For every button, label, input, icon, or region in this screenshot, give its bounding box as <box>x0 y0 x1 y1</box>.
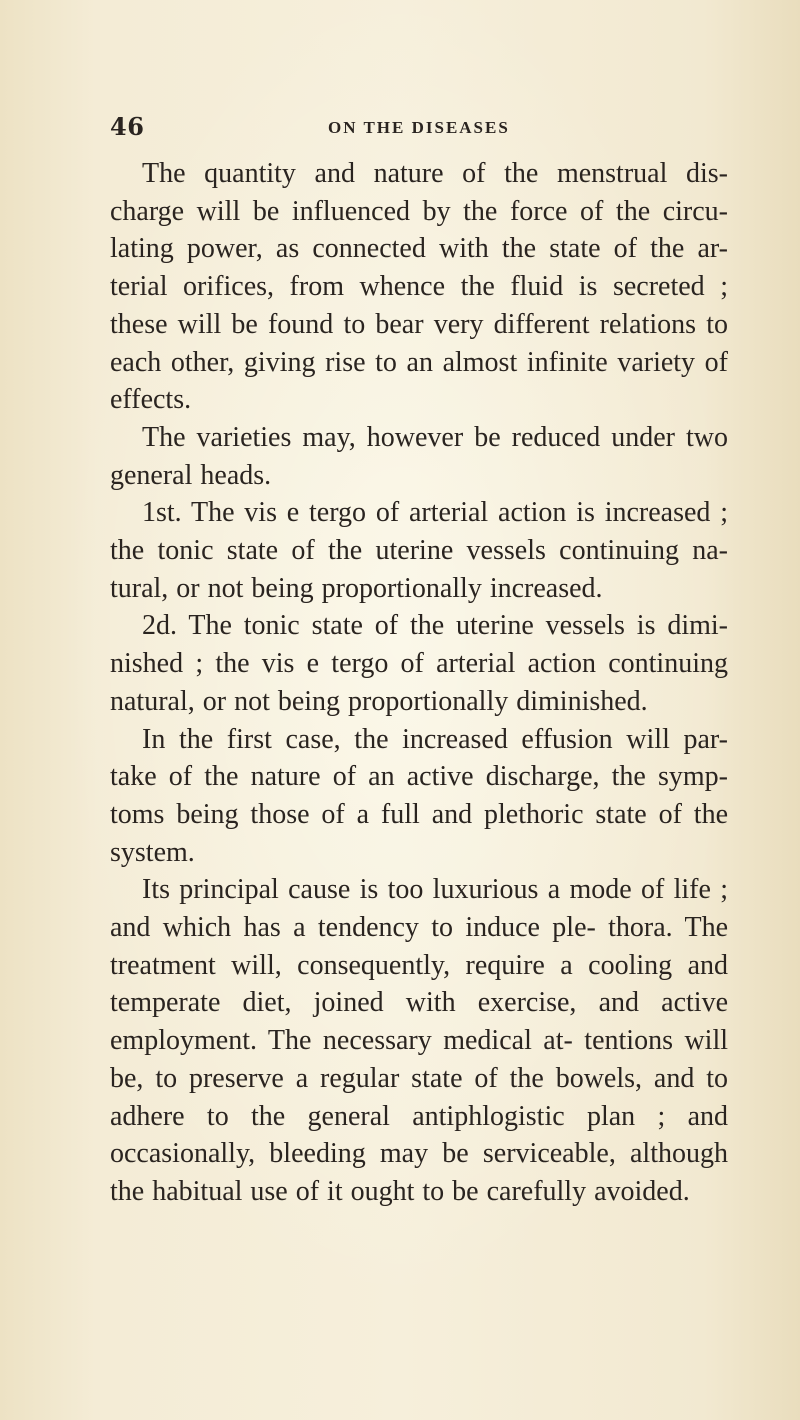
body-text <box>110 155 728 1211</box>
paragraph-second-variety: 2d. The tonic state of the uterine vessels is dimi- nished ; the vis e tergo of arterial action continuing natural, or not being proportionally diminished. <box>110 610 728 717</box>
paragraph-principal-cause: Its principal cause is too luxurious a mode of life ; and which has a tendency to induce ple- thora. The treatment will, consequently, require a cooling and temperate diet, joined with exercise, and active employment. The necessary medical at- tentions will be, to preserve a regular state of the bowels, and to adhere to the general antiphlogistic plan ; and occasionally, bleeding may be serviceable, although the habitual use of it ought to be carefully avoided. <box>110 874 728 1207</box>
page-number: 46 <box>110 112 145 141</box>
running-head: ON THE DISEASES <box>328 118 510 137</box>
paragraph-first-variety: 1st. The vis e tergo of arterial action is increased ; the tonic state of the uterine vessels continuing na- tural, or not being proportionally increased. <box>110 497 728 604</box>
page-header <box>110 112 730 146</box>
paragraph-first-case: In the first case, the increased effusion will par- take of the nature of an active discharge, the symp- toms being those of a full and plethoric state of the system. <box>110 723 728 868</box>
paragraph-menstrual-discharge: The quantity and nature of the menstrual dis- charge will be influenced by the force of the circu- lating power, as connected with the state of the ar- terial orifices, from whence the fluid is secreted ; these will be found to bear very different relations to each other, giving rise to an almost infinite variety of effects. <box>110 158 728 416</box>
paragraph-varieties: The varieties may, however be reduced under two general heads. <box>110 421 728 491</box>
